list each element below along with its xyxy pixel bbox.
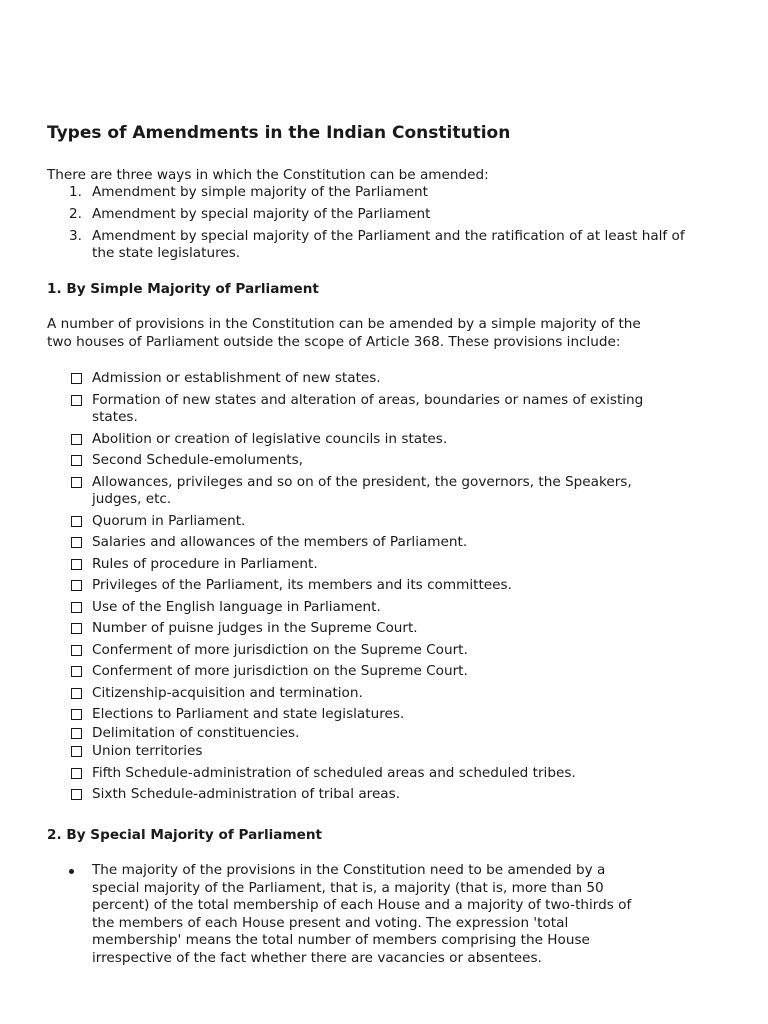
checkbox-icon [71,789,82,800]
checkbox-icon [71,537,82,548]
bullet-item [47,862,657,967]
checkbox-icon [71,688,82,699]
provision-item [47,534,652,552]
provisions-list [47,370,652,808]
checkbox-icon [71,559,82,570]
document-title: Types of Amendments in the Indian Constitution [47,123,511,143]
provision-item [47,765,652,783]
provision-item [47,620,652,638]
checkbox-icon [71,623,82,634]
list-item [47,206,692,223]
provision-item [47,725,652,743]
provision-item [47,431,652,449]
provision-text: Use of the English language in Parliament. [92,598,381,615]
list-item [47,228,692,262]
provision-text: Citizenship-acquisition and termination. [92,684,363,701]
checkbox-icon [71,709,82,720]
provision-item [47,392,652,427]
intro-text: There are three ways in which the Constitution can be amended: [47,167,489,183]
provision-text: Conferment of more jurisdiction on the Supreme Court. [92,663,468,679]
provision-item [47,642,652,660]
provision-text: Delimitation of constituencies. [92,724,300,741]
list-number: 2. [69,206,82,222]
provision-text: Salaries and allowances of the members of Parliament. [92,534,468,550]
bullet-text: The majority of the provisions in the Constitution need to be amended by a special majority of the Parliament, that is, a majority (that is, more than 50 percent) of the total membership of each House and a majority of two-thirds of the members of each House present and voting. The expression 'total membership' means the total number of members comprising the House irrespective of the fact whether there are vacancies or absentees. [92,862,632,966]
provision-text: Conferment of more jurisdiction on the Supreme Court. [92,641,468,658]
provision-item [47,786,652,804]
provision-item [47,556,652,574]
provision-text: Privileges of the Parliament, its members and its committees. [92,577,512,593]
provision-item [47,474,652,509]
provision-text: Fifth Schedule-administration of scheduled areas and scheduled tribes. [92,764,576,781]
provision-text: Second Schedule-emoluments, [92,452,303,468]
checkbox-icon [71,434,82,445]
checkbox-icon [71,768,82,779]
provision-text: Union territories [92,743,203,759]
checkbox-icon [71,516,82,527]
provision-text: Rules of procedure in Parliament. [92,555,318,572]
provision-text: Abolition or creation of legislative councils in states. [92,430,448,447]
list-number: 1. [69,184,82,200]
provision-item [47,513,652,531]
checkbox-icon [71,373,82,384]
list-item-text: Amendment by simple majority of the Parliament [92,184,428,200]
provision-item [47,452,652,470]
amendment-ways-list [47,184,692,267]
provision-item [47,599,652,617]
provision-text: Admission or establishment of new states. [92,370,381,386]
checkbox-icon [71,477,82,488]
list-item-text: Amendment by special majority of the Parliament [92,206,431,222]
provision-item [47,743,652,761]
checkbox-icon [71,728,82,739]
section-paragraph: A number of provisions in the Constitution can be amended by a simple majority of the two houses of Parliament outside the scope of Article 368. These provisions include: [47,316,641,350]
provision-text: Quorum in Parliament. [92,512,246,529]
checkbox-icon [71,666,82,677]
special-majority-bullets [47,862,657,967]
provision-text: Allowances, privileges and so on of the president, the governors, the Speakers, judges, etc. [92,473,632,507]
provision-item [47,577,652,595]
checkbox-icon [71,395,82,406]
provision-item [47,706,652,724]
provision-text: Formation of new states and alteration of areas, boundaries or names of existing states. [92,391,644,425]
provision-text: Sixth Schedule-administration of tribal areas. [92,786,401,802]
checkbox-icon [71,602,82,613]
list-item [47,184,692,201]
checkbox-icon [71,455,82,466]
bullet-icon [69,869,74,874]
provision-item [47,663,652,681]
provision-item [47,370,652,388]
section-heading-simple-majority: 1. By Simple Majority of Parliament [47,281,319,297]
provision-text: Number of puisne judges in the Supreme Court. [92,620,418,636]
checkbox-icon [71,746,82,757]
list-number: 3. [69,228,82,244]
list-item-text: Amendment by special majority of the Parliament and the ratification of at least half of the state legislatures. [92,228,685,261]
provision-item [47,685,652,703]
section-heading-special-majority: 2. By Special Majority of Parliament [47,827,323,843]
checkbox-icon [71,645,82,656]
provision-text: Elections to Parliament and state legislatures. [92,706,405,722]
checkbox-icon [71,580,82,591]
